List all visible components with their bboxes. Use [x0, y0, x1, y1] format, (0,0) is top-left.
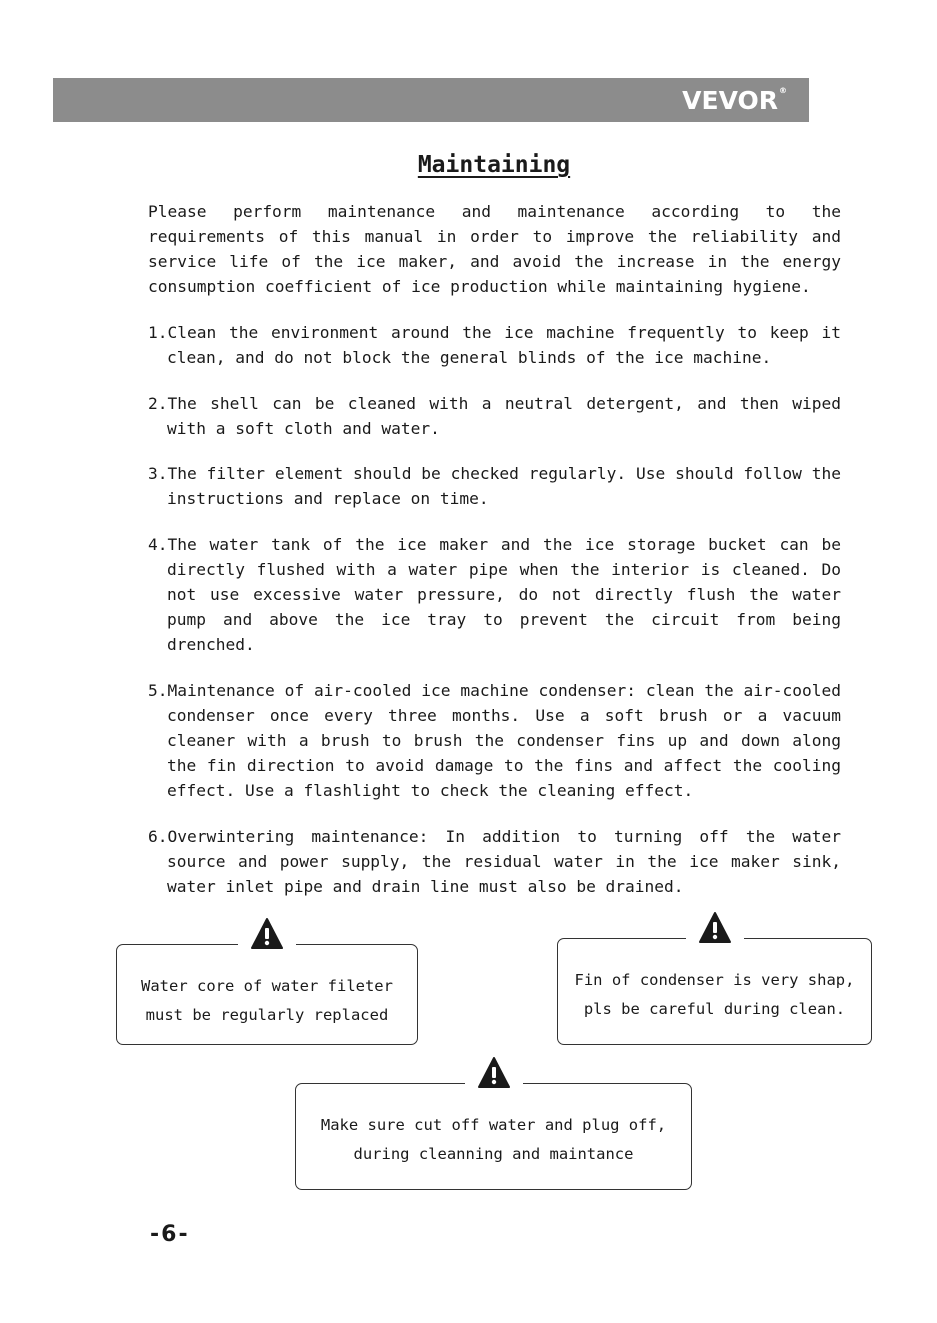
list-item: 3.The filter element should be checked regularly. Use should follow the instructions and replace on time. — [148, 464, 841, 508]
list-item: 6.Overwintering maintenance: In addition to turning off the water source and power supply, the residual water in the ice maker sink, water inlet pipe and drain line must also be drained. — [148, 827, 841, 896]
warning-icon — [238, 917, 296, 951]
warning-callout-filter — [116, 944, 418, 1045]
list-item: 4.The water tank of the ice maker and the ice storage bucket can be directly flushed with a water pipe when the interior is cleaned. Do not use excessive water pressure, do not directly flush the water pump and above the ice tray to prevent the circuit from being drenched. — [148, 535, 841, 654]
page-number: -6- — [150, 1222, 190, 1247]
header-bar — [53, 78, 809, 122]
brand-logo: VEVOR® — [682, 86, 787, 115]
warning-callout-condenser — [557, 938, 872, 1045]
callout-line: pls be careful during clean. — [583, 1000, 846, 1018]
callout-line: must be regularly replaced — [145, 1006, 389, 1024]
callout-line: Make sure cut off water and plug off, — [320, 1116, 667, 1134]
list-item: 1.Clean the environment around the ice machine frequently to keep it clean, and do not block the general blinds of the ice machine. — [148, 323, 841, 367]
warning-icon — [465, 1056, 523, 1090]
warning-callout-power — [295, 1083, 692, 1190]
callout-line: during cleanning and maintance — [353, 1145, 634, 1163]
list-item: 2.The shell can be cleaned with a neutral detergent, and then wiped with a soft cloth and water. — [148, 394, 841, 438]
callout-line: Fin of condenser is very shap, — [574, 971, 855, 989]
warning-icon — [686, 911, 744, 945]
page-title: Maintaining — [417, 152, 571, 178]
callout-line: Water core of water fileter — [141, 977, 393, 995]
intro-paragraph: Please perform maintenance and maintenance according to the requirements of this manual in order to improve the reliability and service life of the ice maker, and avoid the increase in the energy consumption coefficient of ice production while maintaining hygiene. — [148, 202, 841, 296]
list-item: 5.Maintenance of air-cooled ice machine condenser: clean the air-cooled condenser once every three months. Use a soft brush or a vacuum cleaner with a brush to brush the condenser fins up and down along the fin direction to avoid damage to the fins and affect the cooling effect. Use a flashlight to check the cleaning effect. — [148, 681, 841, 800]
